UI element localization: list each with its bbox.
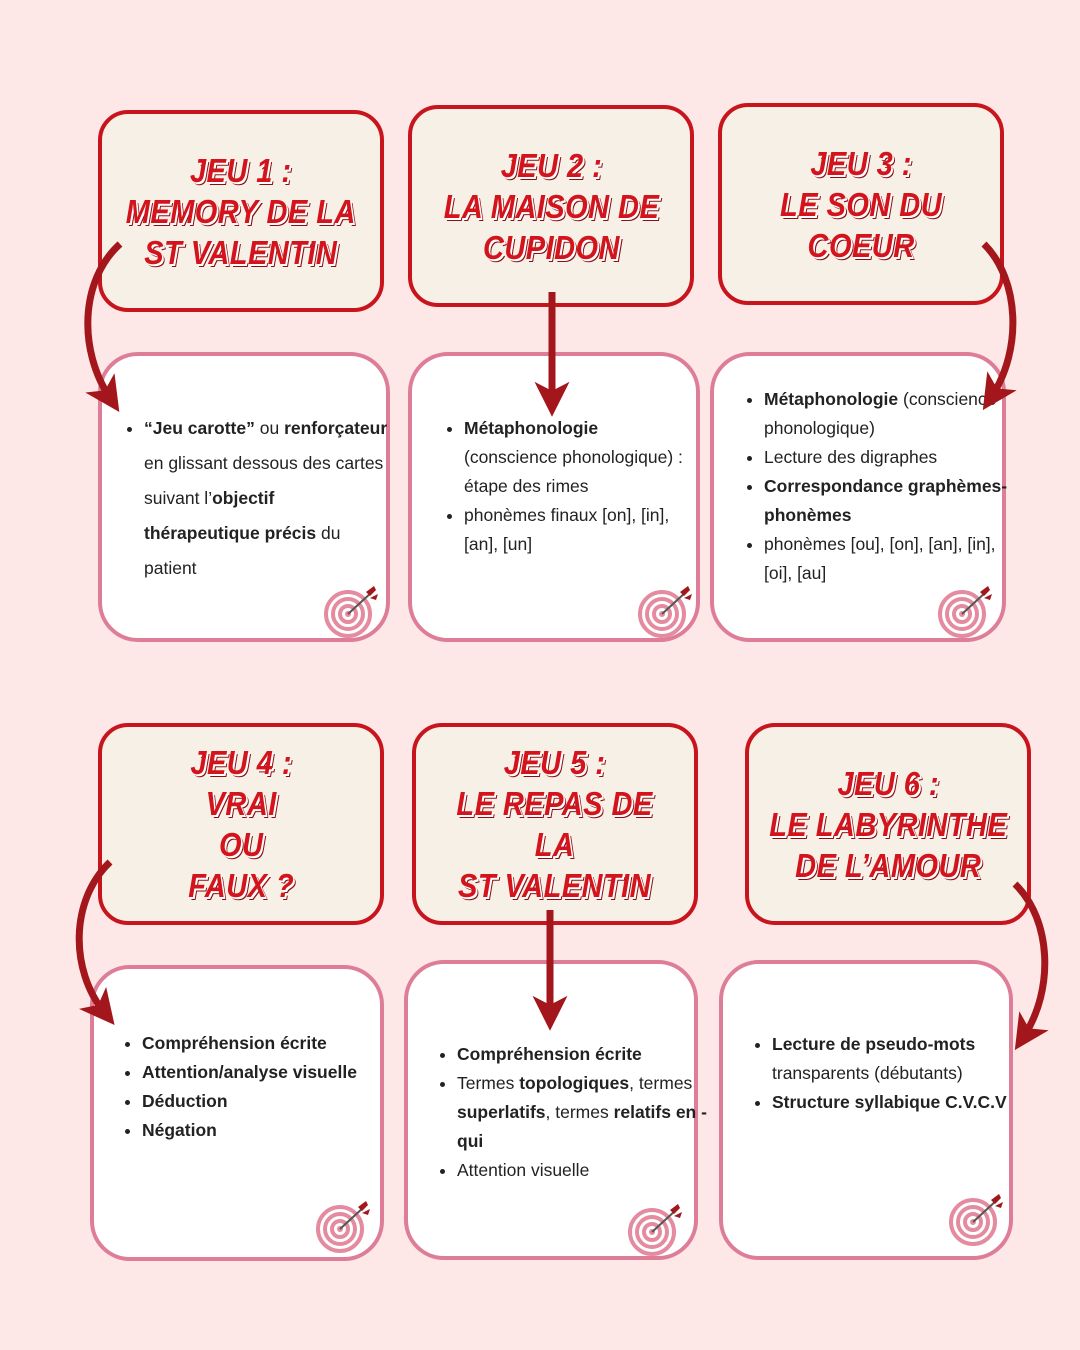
text: (conscience phonologique) : étape des rimes bbox=[464, 447, 683, 496]
bold-text: objectif thérapeutique précis bbox=[144, 488, 317, 543]
list-item bbox=[464, 414, 694, 501]
game-5-list bbox=[437, 1040, 712, 1185]
list-item bbox=[144, 411, 389, 586]
game-3-title-box bbox=[718, 103, 1004, 305]
list-item bbox=[457, 1156, 712, 1185]
game-2-title: JEU 2 : LA MAISON DE CUPIDON bbox=[443, 146, 659, 266]
game-6-description bbox=[719, 960, 1013, 1260]
list-item bbox=[457, 1069, 712, 1156]
text: Lecture des digraphes bbox=[764, 447, 938, 467]
bold-text: Attention/analyse visuelle bbox=[142, 1062, 357, 1082]
target-arrow-icon bbox=[949, 1190, 1005, 1246]
list-item bbox=[772, 1030, 1012, 1088]
bold-text: superlatifs bbox=[457, 1102, 546, 1122]
game-1-list bbox=[124, 411, 389, 586]
text: (conscience phonologique) bbox=[764, 389, 997, 438]
text: phonèmes [ou], [on], [an], [in], [oi], [au] bbox=[764, 534, 996, 583]
game-2-list bbox=[444, 414, 694, 559]
bold-text: Lecture de pseudo-mots bbox=[772, 1034, 976, 1054]
list-item bbox=[772, 1088, 1012, 1117]
text: Attention visuelle bbox=[457, 1160, 590, 1180]
list-item bbox=[142, 1029, 372, 1058]
bold-text: topologiques bbox=[519, 1073, 630, 1093]
bold-text: Compréhension écrite bbox=[457, 1044, 642, 1064]
text: en glissant dessous des cartes suivant l’ bbox=[144, 453, 384, 508]
target-arrow-icon bbox=[638, 582, 694, 638]
game-3-description bbox=[710, 352, 1006, 642]
text: Termes bbox=[457, 1073, 520, 1093]
bold-text: Métaphonologie bbox=[464, 418, 599, 438]
game-6-title-box bbox=[745, 723, 1031, 925]
target-arrow-icon bbox=[628, 1200, 684, 1256]
game-6-title: JEU 6 : LE LABYRINTHE DE L’AMOUR bbox=[768, 764, 1008, 884]
game-5-title: JEU 5 : LE REPAS DE LA ST VALENTIN bbox=[456, 744, 654, 904]
game-4-title-box bbox=[98, 723, 384, 925]
list-item bbox=[457, 1040, 712, 1069]
game-1-title: JEU 1 : MEMORY DE LA ST VALENTIN bbox=[125, 151, 357, 271]
target-arrow-icon bbox=[938, 582, 994, 638]
list-item bbox=[764, 385, 1012, 443]
list-item bbox=[764, 530, 1012, 588]
game-1-description bbox=[98, 352, 390, 642]
list-item bbox=[764, 472, 1012, 530]
text: du patient bbox=[144, 523, 341, 578]
game-3-list bbox=[744, 385, 1012, 588]
bold-text: renforçateur bbox=[284, 418, 388, 438]
game-6-list bbox=[752, 1030, 1012, 1117]
bold-text: Métaphonologie bbox=[764, 389, 899, 409]
text: , termes bbox=[545, 1102, 614, 1122]
bold-text: Correspondance graphèmes-phonèmes bbox=[764, 476, 1008, 525]
bold-text: Compréhension écrite bbox=[142, 1033, 327, 1053]
list-item bbox=[142, 1116, 372, 1145]
game-4-title: JEU 4 : VRAI OU FAUX ? bbox=[188, 744, 294, 904]
text: , termes bbox=[629, 1073, 693, 1093]
game-2-description bbox=[408, 352, 700, 642]
game-5-title-box bbox=[412, 723, 698, 925]
bold-text: Déduction bbox=[142, 1091, 228, 1111]
bold-text: Négation bbox=[142, 1120, 217, 1140]
text: phonèmes finaux [on], [in], [an], [un] bbox=[464, 505, 670, 554]
list-item bbox=[464, 501, 694, 559]
list-item bbox=[142, 1058, 372, 1087]
game-3-title: JEU 3 : LE SON DU COEUR bbox=[779, 144, 943, 264]
game-2-title-box bbox=[408, 105, 694, 307]
list-item bbox=[764, 443, 1012, 472]
target-arrow-icon bbox=[324, 582, 380, 638]
bold-text: “Jeu carotte” bbox=[144, 418, 255, 438]
list-item bbox=[142, 1087, 372, 1116]
text: transparents (débutants) bbox=[772, 1063, 963, 1083]
text: ou bbox=[254, 418, 285, 438]
target-arrow-icon bbox=[316, 1197, 372, 1253]
bold-text: Structure syllabique C.V.C.V bbox=[772, 1092, 1007, 1112]
game-1-title-box bbox=[98, 110, 384, 312]
game-5-description bbox=[404, 960, 707, 1260]
game-4-list bbox=[122, 1029, 372, 1145]
game-4-description bbox=[90, 965, 384, 1261]
bold-text: relatifs en -qui bbox=[457, 1102, 707, 1151]
